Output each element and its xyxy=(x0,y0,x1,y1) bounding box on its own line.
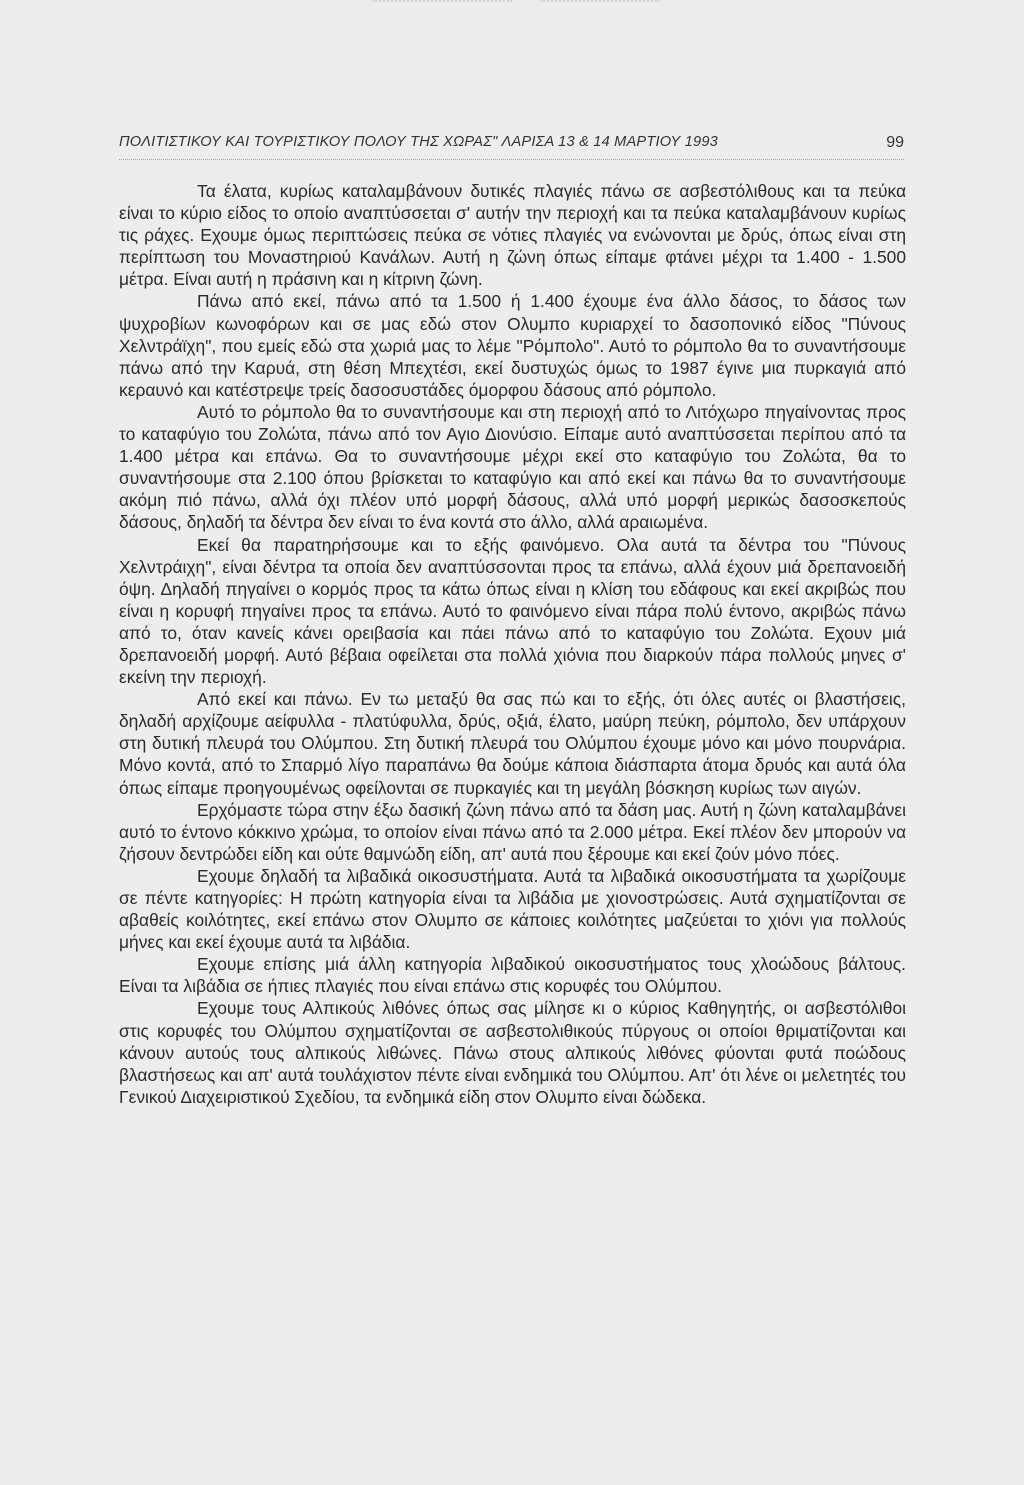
body-text xyxy=(119,180,906,1108)
header-rule xyxy=(119,159,904,160)
scan-artifact xyxy=(372,0,512,12)
paragraph: Τα έλατα, κυρίως καταλαμβάνουν δυτικές πλαγιές πάνω σε ασβεστόλιθους και τα πεύκα είναι το κύριο είδος το οποίο αναπτύσσεται σ' αυτήν την περιοχή και τα πεύκα καταλαμβάνουν κυρίως τις ράχες. Εχουμε όμως περιπτώσεις πεύκα σε νότιες πλαγιές να ενώνονται με δρύς, όπως είναι στη περίπτωση του Μοναστηριού Κανάλων. Αυτή η ζώνη όπως είπαμε φτάνει μέχρι τα 1.400 - 1.500 μέτρα. Είναι αυτή η πράσινη και η κίτρινη ζώνη. xyxy=(119,181,906,290)
paragraph: Εχουμε τους Αλπικούς λιθόνες όπως σας μίλησε κι ο κύριος Καθηγητής, οι ασβεστόλιθοι στις κορυφές του Ολύμπου σχηματίζονται σε ασβεστολιθικούς πύργους οι οποίοι θριματίζονται και κάνουν αυτούς τους αλπικούς λιθώνες. Πάνω στους αλπικούς λιθόνες φύονται φυτά ποώδους βλαστήσεως και απ' αυτά τουλάχιστον πέντε είναι ενδημικά του Ολύμπου. Απ' ότι λένε οι μελετητές του Γενικού Διαχειριστικού Σχεδίου, τα ενδημικά είδη στον Ολυμπο είναι δώδεκα. xyxy=(119,998,906,1107)
paragraph: Αυτό το ρόμπολο θα το συναντήσουμε και στη περιοχή από το Λιτόχωρο πηγαίνοντας προς το καταφύγιο του Ζολώτα, πάνω από τον Αγιο Διονύσιο. Είπαμε αυτό αναπτύσσεται περίπου από τα 1.400 μέτρα και επάνω. Θα το συναντήσουμε μέχρι εκεί στο καταφύγιο του Ζολώτα, θα το συναντήσουμε στα 2.100 όπου βρίσκεται το καταφύγιο και από εκεί και πάνω θα το συναντήσουμε ακόμη πιό πάνω, αλλά όχι πλέον υπό μορφή δάσους, αλλά υπό μορφή μερικώς δασοσκεπούς δάσους, δηλαδή τα δέντρα δεν είναι το ένα κοντά στο άλλο, αλλά αραιωμένα. xyxy=(119,401,906,533)
scan-artifact xyxy=(540,0,660,12)
paragraph: Εκεί θα παρατηρήσουμε και το εξής φαινόμενο. Ολα αυτά τα δέντρα του "Πύνους Χελντράιχη", είναι δέντρα τα οποία δεν αναπτύσσονται προς τα επάνω, αλλά έχουν μιά δρεπανοειδή όψη. Δηλαδή πηγαίνει ο κορμός προς τα κάτω όπως είναι η κλίση του εδάφους και εκεί ακριβώς που είναι η κορυφή πηγαίνει προς τα επάνω. Αυτό το φαινόμενο είναι πάρα πολύ έντονο, ακριβώς πάνω από το, όταν κανείς κάνει ορειβασία και πάει πάνω από το καταφύγιο του Ζολώτα. Εχουν μιά δρεπανοειδή μορφή. Αυτό βέβαια οφείλεται στα πολλά χιόνια που διαρκούν πάρα πολλούς μηνες σ' εκείνη την περιοχή. xyxy=(119,534,906,688)
paragraph: Από εκεί και πάνω. Εν τω μεταξύ θα σας πώ και το εξής, ότι όλες αυτές οι βλαστήσεις, δηλαδή αρχίζουμε αείφυλλα - πλατύφυλλα, δρύς, οξιά, έλατο, μαύρη πεύκη, ρόμπολο, δεν υπάρχουν στη δυτική πλευρά του Ολύμπου. Στη δυτική πλευρά του Ολύμπου έχουμε μόνο και μόνο πουρνάρια. Μόνο κοντά, από το Σπαρμό λίγο παραπάνω θα δούμε κάποια διάσπαρτα άτομα δρυός και αυτά όλα όπως είπαμε προηγουμένως οφείλονται σε πυρκαγιές και τη μεγάλη βόσκηση κυρίως των αιγών. xyxy=(119,689,906,798)
paragraph: Πάνω από εκεί, πάνω από τα 1.500 ή 1.400 έχουμε ένα άλλο δάσος, το δάσος των ψυχροβίων κωνοφόρων και σε μας εδώ στον Ολυμπο κυριαρχεί το δασοπονικό είδος "Πύνους Χελντράϊχη", που εμείς εδώ στα χωριά μας το λέμε "Ρόμπολο". Αυτό το ρόμπολο θα το συναντήσουμε πάνω από την Καρυά, στη θέση Μπεχτέσι, εκεί δυστυχώς όμως το 1987 έγινε μια πυρκαγιά από κεραυνό και κατέστρεψε τρείς δασοσυστάδες όμορφου δάσους από ρόμπολο. xyxy=(119,291,906,400)
paragraph: Εχουμε επίσης μιά άλλη κατηγορία λιβαδικού οικοσυστήματος τους χλοώδους βάλτους. Είναι τα λιβάδια σε ήπιες πλαγιές που είναι επάνω στις κορυφές του Ολύμπου. xyxy=(119,954,906,997)
header-title: ΠΟΛΙΤΙΣΤΙΚΟΥ ΚΑΙ ΤΟΥΡΙΣΤΙΚΟΥ ΠΟΛΟΥ ΤΗΣ ΧΩΡΑΣ" ΛΑΡΙΣΑ 13 & 14 ΜΑΡΤΙΟΥ 1993 xyxy=(119,134,718,150)
running-header xyxy=(119,134,904,164)
paragraph: Εχουμε δηλαδή τα λιβαδικά οικοσυστήματα. Αυτά τα λιβαδικά οικοσυστήματα τα χωρίζουμε σε πέντε κατηγορίες: Η πρώτη κατηγορία είναι τα λιβάδια με χιονοστρώσεις. Αυτά σχηματίζονται σε αβαθείς κοιλότητες, εκεί επάνω στον Ολυμπο σε κάποιες κοιλότητες μαζεύεται το χιόνι για πολλούς μήνες και εκεί έχουμε αυτά τα λιβάδια. xyxy=(119,865,906,953)
paragraph: Ερχόμαστε τώρα στην έξω δασική ζώνη πάνω από τα δάση μας. Αυτή η ζώνη καταλαμβάνει αυτό το έντονο κόκκινο χρώμα, το οποίον είναι πάνω από τα 2.000 μέτρα. Εκεί πλέον δεν μπορούν να ζήσουν δεντρώδει είδη και ούτε θαμνώδη είδη, απ' αυτά που ξέρουμε και εκεί ζούν μόνο πόες. xyxy=(119,799,906,864)
page-number: 99 xyxy=(886,134,904,151)
